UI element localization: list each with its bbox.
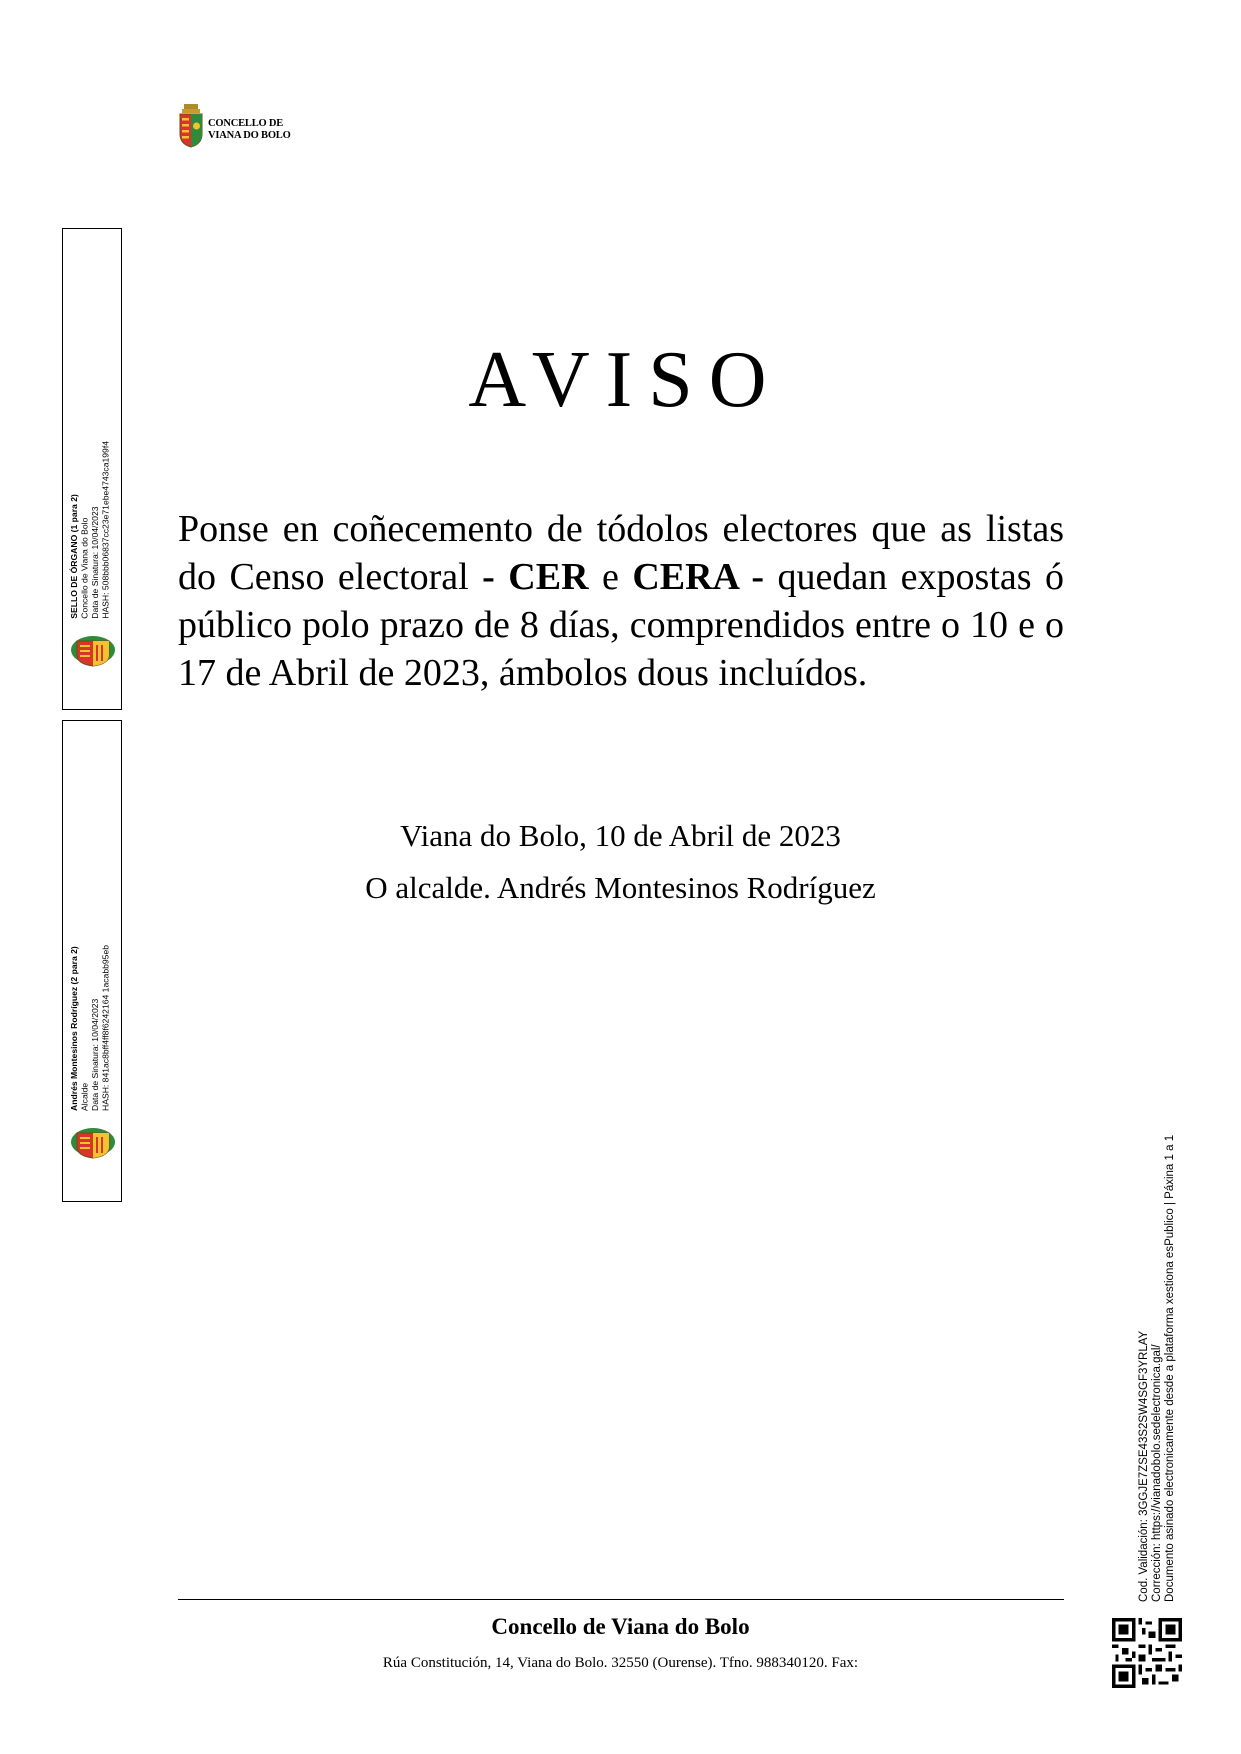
validation-text xyxy=(1138,1100,1177,1602)
seal-icon xyxy=(69,1125,117,1159)
validation-platform: Documento asinado electronicamente desde a plataforma xestiona esPublico | Páxina 1 a 1 xyxy=(1164,1134,1176,1602)
validation-code: Cod. Validación: 3GGJE7ZSE43S2SW4SGF3YRLAY xyxy=(1138,1330,1150,1602)
signature-title: SELLO DE ÓRGANO (1 para 2) xyxy=(69,494,79,619)
body-dash-2: - xyxy=(737,556,765,598)
signature-hash: HASH: 508bbb06837cc23e71ebe4743ca199f4 xyxy=(100,441,111,619)
signer: O alcalde. Andrés Montesinos Rodríguez xyxy=(365,870,876,905)
body-text-part1: Ponse en coñecemento de tódolos electores que as listas do Censo electoral xyxy=(178,508,1064,598)
coat-of-arms-icon xyxy=(178,104,204,148)
document-title: AVISO xyxy=(468,336,783,424)
signature-entity: Concello de Viana do Bolo xyxy=(79,517,90,619)
footer-divider xyxy=(178,1599,1064,1600)
signature-date: Data de Sinatura: 10/04/2023 xyxy=(90,998,100,1111)
signature-hash: HASH: 841ac8bff4ff8f6242164 1acabb95eb xyxy=(100,945,111,1111)
logo-line-1: CONCELLO DE xyxy=(208,118,284,129)
signature-box-organ-seal xyxy=(62,228,122,710)
body-dash-1: - xyxy=(482,556,495,598)
signature-title: Andrés Montesinos Rodríguez (2 para 2) xyxy=(69,946,79,1111)
footer-address: Rúa Constitución, 14, Viana do Bolo. 32550 (Ourense). Tfno. 988340120. Fax: xyxy=(382,1655,859,1671)
seal-icon xyxy=(69,633,117,667)
logo-line-2: VIANA DO BOLO xyxy=(208,130,291,141)
signature-date: Data de Sinatura: 10/04/2023 xyxy=(90,506,100,619)
body-cer: CER xyxy=(508,556,589,598)
validation-url: Corrección: https://vianadobolo.sedelectronica.gal/ xyxy=(1151,1344,1163,1602)
notice-body xyxy=(178,505,1064,697)
body-text-part2: quedan expostas ó público polo prazo de 8 días, comprendidos entre o 10 e o 17 de Abril de 2023, ámbolos dous incluídos. xyxy=(178,556,1065,694)
signature-box-mayor xyxy=(62,720,122,1202)
place-date: Viana do Bolo, 10 de Abril de 2023 xyxy=(400,818,841,853)
signature-box-text xyxy=(69,441,111,619)
body-cera: CERA xyxy=(632,556,738,598)
signature-box-text xyxy=(69,945,111,1111)
signature-role: Alcalde xyxy=(79,1082,90,1111)
footer-institution-name: Concello de Viana do Bolo xyxy=(491,1614,750,1639)
body-conjunction: e xyxy=(588,556,633,598)
municipal-logo xyxy=(178,104,298,148)
